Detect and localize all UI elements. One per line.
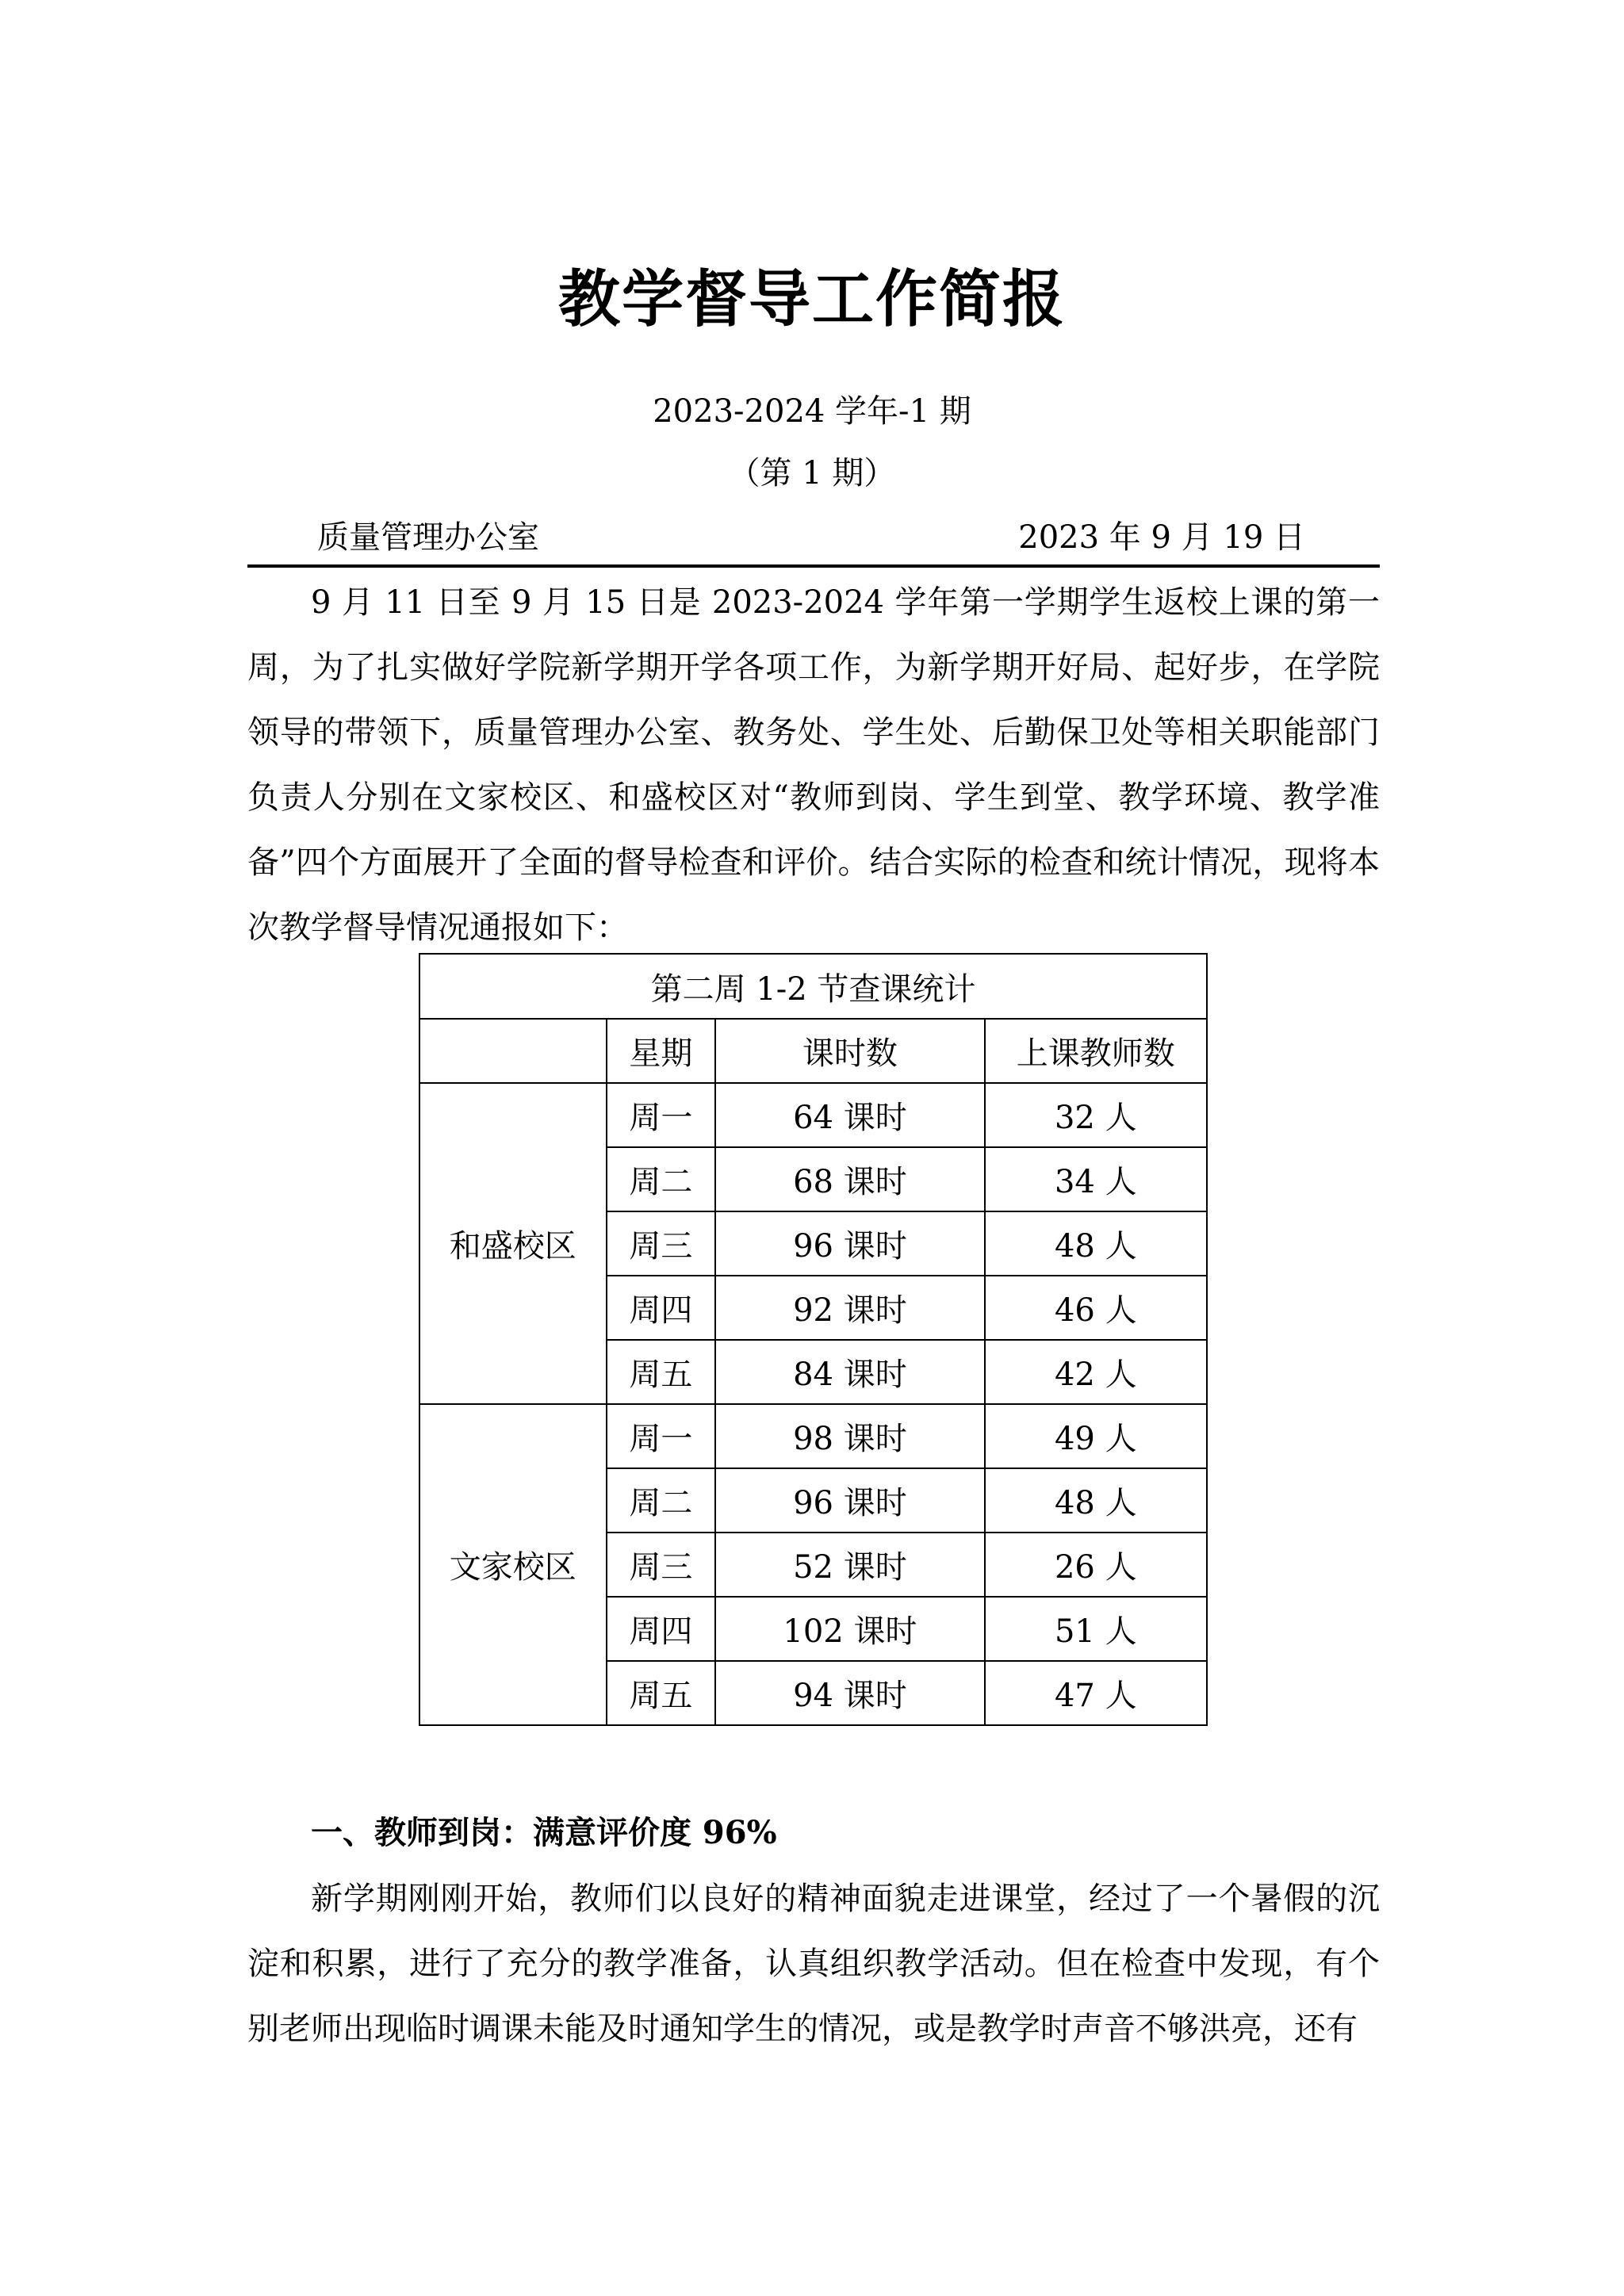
day-cell: 周一	[607, 1083, 716, 1147]
day-cell: 周一	[607, 1404, 716, 1468]
section-paragraph-teacher-attendance: 新学期刚刚开始，教师们以良好的精神面貌走进课堂，经过了一个暑假的沉淀和积累，进行了充分的教学准备，认真组织教学活动。但在检查中发现，有个别老师出现临时调课未能及时通知学生的情况，或是教学时声音不够洪亮，还有	[247, 1881, 1380, 2047]
table-caption: 第二周 1-2 节查课统计	[419, 954, 1207, 1019]
day-cell: 周五	[607, 1661, 716, 1725]
table-caption-row	[419, 954, 1207, 1019]
teachers-cell: 46 人	[985, 1276, 1207, 1340]
hours-cell: 68 课时	[715, 1147, 984, 1211]
hours-cell: 96 课时	[715, 1468, 984, 1533]
teachers-cell: 26 人	[985, 1533, 1207, 1597]
header-cell-campus	[419, 1019, 607, 1083]
teachers-cell: 48 人	[985, 1468, 1207, 1533]
section-heading-teacher-attendance: 一、教师到岗：满意评价度 96%	[311, 1814, 777, 1851]
table-row	[419, 1083, 1207, 1147]
day-cell: 周二	[607, 1468, 716, 1533]
teachers-cell: 34 人	[985, 1147, 1207, 1211]
teachers-cell: 32 人	[985, 1083, 1207, 1147]
issuing-office: 质量管理办公室	[317, 519, 539, 556]
hours-cell: 92 课时	[715, 1276, 984, 1340]
header-cell-hours: 课时数	[715, 1019, 984, 1083]
header-cell-day: 星期	[607, 1019, 716, 1083]
hours-cell: 84 课时	[715, 1340, 984, 1404]
teachers-cell: 48 人	[985, 1211, 1207, 1276]
hours-cell: 64 课时	[715, 1083, 984, 1147]
day-cell: 周二	[607, 1147, 716, 1211]
teachers-cell: 42 人	[985, 1340, 1207, 1404]
teachers-cell: 47 人	[985, 1661, 1207, 1725]
header-rule	[247, 564, 1380, 568]
teachers-cell: 51 人	[985, 1597, 1207, 1661]
table-header-row	[419, 1019, 1207, 1083]
issue-number: （第 1 期）	[728, 455, 896, 492]
issue-year: 2023-2024 学年-1 期	[653, 393, 971, 430]
hours-cell: 94 课时	[715, 1661, 984, 1725]
table-row	[419, 1404, 1207, 1468]
campus-cell: 和盛校区	[419, 1083, 607, 1404]
issue-date: 2023 年 9 月 19 日	[1018, 519, 1305, 556]
hours-cell: 96 课时	[715, 1211, 984, 1276]
day-cell: 周五	[607, 1340, 716, 1404]
header-cell-teachers: 上课教师数	[985, 1019, 1207, 1083]
intro-paragraph: 9 月 11 日至 9 月 15 日是 2023-2024 学年第一学期学生返校上课的第一周，为了扎实做好学院新学期开学各项工作，为新学期开好局、起好步，在学院领导的带领下，质量管理办公室、教务处、学生处、后勤保卫处等相关职能部门负责人分别在文家校区、和盛校区对“教师到岗、学生到堂、教学环境、教学准备”四个方面展开了全面的督导检查和评价。结合实际的检查和统计情况，现将本次教学督导情况通报如下：	[247, 584, 1380, 946]
teachers-cell: 49 人	[985, 1404, 1207, 1468]
day-cell: 周三	[607, 1533, 716, 1597]
campus-cell: 文家校区	[419, 1404, 607, 1725]
day-cell: 周四	[607, 1276, 716, 1340]
hours-cell: 102 课时	[715, 1597, 984, 1661]
day-cell: 周四	[607, 1597, 716, 1661]
document-title: 教学督导工作简报	[557, 263, 1066, 335]
day-cell: 周三	[607, 1211, 716, 1276]
hours-cell: 52 课时	[715, 1533, 984, 1597]
hours-cell: 98 课时	[715, 1404, 984, 1468]
inspection-stats-table	[419, 953, 1208, 1726]
